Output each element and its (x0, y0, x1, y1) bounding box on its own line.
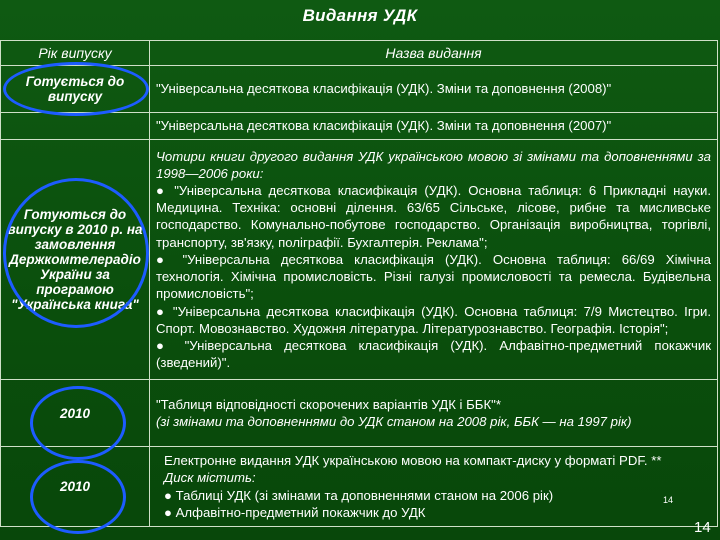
title-cell (150, 140, 718, 380)
publication-name: "Таблиця відповідності скорочених варіантів УДК і ББК"* (156, 396, 501, 412)
page-title: Видання УДК (302, 6, 418, 25)
title-cell (150, 380, 718, 447)
title-cell: "Універсальна десяткова класифікація (УДК). Зміни та доповнення (2008)" (150, 66, 718, 113)
year-cell: 2010 (1, 447, 150, 527)
page-number: 14 (694, 519, 711, 536)
year-cell: 2010 (1, 380, 150, 447)
table-row (1, 380, 718, 447)
year-cell: Готується до випуску (1, 66, 150, 113)
header-year: Рік випуску (1, 41, 150, 66)
table-row (1, 113, 718, 140)
disk-label: Диск містить: (164, 470, 256, 486)
table-header-row (1, 41, 718, 66)
year-cell (1, 113, 150, 140)
list-item: ● "Універсальна десяткова класифікація (УДК). Основна таблиця: 66/69 Хімічна технологія. Хімічна промисловість. Різні галузі промисловості та ремесла. Будівельна промисловість"; (156, 251, 711, 302)
books-intro: Чотири книги другого видання УДК українською мовою зі змінами та доповненнями за 1998—2006 роки: (156, 148, 711, 181)
header-title: Назва видання (150, 41, 718, 66)
list-item: ● "Універсальна десяткова класифікація (УДК). Основна таблиця: 6 Прикладні науки. Медицина. Техніка: основні ділення. 63/65 Сільське, лісове, рибне та мисливське господарство. Комунально-побутове господарство. Організація виробництва, торгівлі, транспорту, зв'язку, поліграфії. Бухгалтерія. Реклама"; (156, 183, 711, 250)
list-item: ● Алфавітно-предметний покажчик до УДК (164, 504, 426, 520)
publication-name: Електронне видання УДК українською мовою на компакт-диску у форматі PDF. ** (164, 453, 662, 469)
table-row (1, 447, 718, 527)
publications-table (0, 40, 718, 527)
list-item: ● Таблиці УДК (зі змінами та доповненнями станом на 2006 рік) (164, 487, 554, 503)
title-cell (150, 447, 718, 527)
table-row (1, 66, 718, 113)
list-item: ● "Універсальна десяткова класифікація (УДК). Основна таблиця: 7/9 Мистецтво. Ігри. Спорт. Мовознавство. Художня література. Літературознавство. Географія. Історія"; (156, 303, 711, 336)
title-cell: "Універсальна десяткова класифікація (УДК). Зміни та доповнення (2007)" (150, 113, 718, 140)
page-number-small: 14 (663, 495, 674, 505)
list-item: ● "Універсальна десяткова класифікація (УДК). Алфавітно-предметний покажчик (зведений)". (156, 337, 711, 371)
publication-note: (зі змінами та доповненнями до УДК станом на 2008 рік, ББК — на 1997 рік) (156, 414, 632, 429)
year-cell: Готуються до випуску в 2010 р. на замовлення Держкомтелерадіо України за програмою "Українська книга" (1, 140, 150, 380)
table-row (1, 140, 718, 380)
